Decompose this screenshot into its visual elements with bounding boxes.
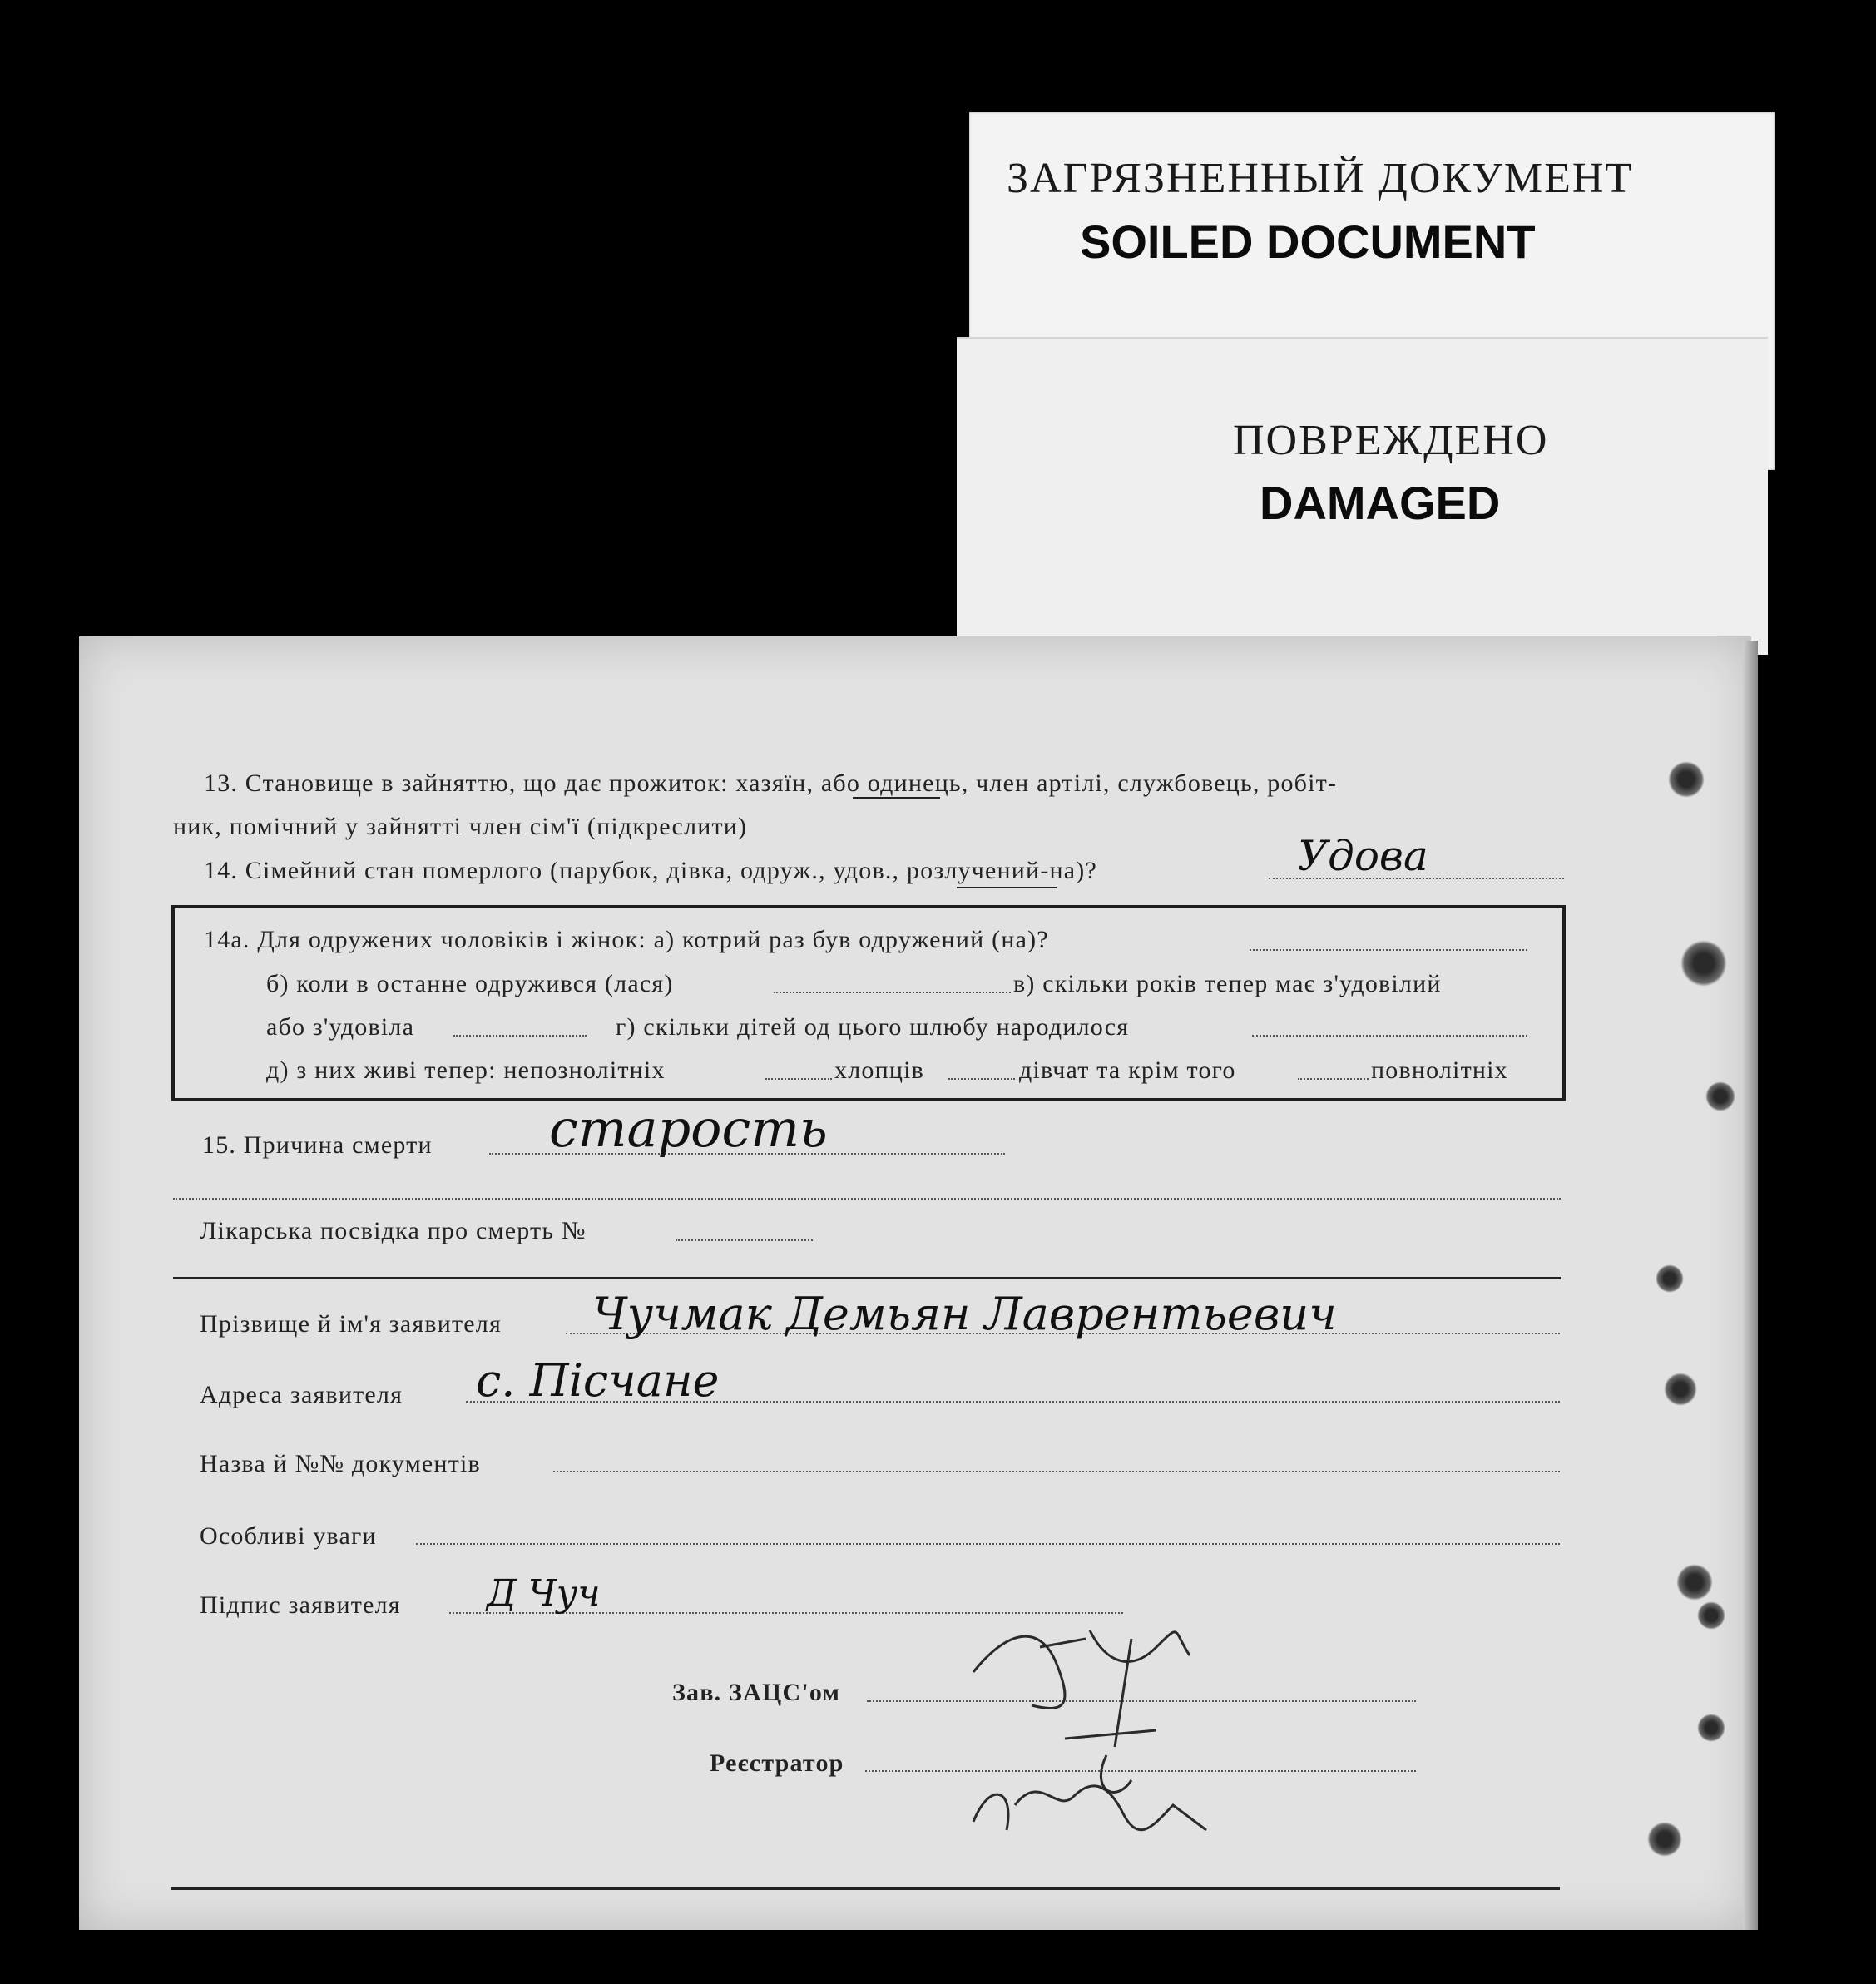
q15-extra-line: [173, 1198, 1561, 1200]
official-signatures: [940, 1614, 1240, 1888]
punch-hole: [1697, 1714, 1725, 1742]
q14a-line4-blank3: [1298, 1078, 1369, 1080]
q14a-line3-blank2: [1252, 1035, 1527, 1037]
q14a-line3b: г) скільки дітей од цього шлюбу народилося: [616, 1013, 1130, 1041]
applicant-name-label: Прізвище й ім'я заявителя: [200, 1310, 502, 1338]
q14a-line4-blank1: [765, 1078, 832, 1080]
q14-underline: [957, 887, 1057, 888]
punch-hole: [1668, 761, 1705, 798]
q14a-line3a: або з'удовіла: [266, 1013, 415, 1041]
registrar-label: Реєстратор: [710, 1749, 844, 1777]
notes-line: [416, 1543, 1560, 1545]
damaged-label-en: DAMAGED: [1260, 477, 1501, 529]
q14a-line2b: в) скільки років тепер має з'удовілий: [1013, 970, 1442, 997]
damaged-label-ru: ПОВРЕЖДЕНО: [1233, 417, 1549, 464]
applicant-name: Чучмак Демьян Лаврентьевич: [592, 1288, 1337, 1340]
q14a-line1: 14а. Для одружених чоловіків і жінок: а) котрий раз був одружений (на)?: [204, 926, 1049, 953]
applicant-signature: Д Чуч: [487, 1572, 601, 1615]
q14a-line4d: повнолітніх: [1371, 1056, 1508, 1084]
q15-label: 15. Причина смерти: [202, 1131, 433, 1159]
soiled-label-en: SOILED DOCUMENT: [1080, 215, 1536, 268]
q14-answer: Удова: [1298, 832, 1428, 880]
punch-hole: [1705, 1081, 1735, 1111]
applicant-address: с. Пісчане: [476, 1354, 720, 1407]
documents-line: [553, 1471, 1560, 1472]
punch-hole: [1676, 1564, 1713, 1601]
bottom-rule: [171, 1887, 1560, 1890]
applicant-address-label: Адреса заявителя: [200, 1381, 403, 1408]
q14-label: 14. Сімейний стан померлого (парубок, дівка, одруж., удов., розлучений-на)?: [204, 857, 1097, 884]
q14a-line1-blank: [1250, 949, 1527, 951]
q14a-line2-blank: [774, 992, 1011, 993]
q13-underline: [853, 797, 940, 799]
q14a-line3-blank1: [453, 1035, 587, 1037]
notes-label: Особливі уваги: [200, 1522, 377, 1550]
documents-label: Назва й №№ документів: [200, 1450, 481, 1477]
section-divider: [173, 1277, 1561, 1279]
q15-answer: старость: [549, 1098, 828, 1159]
q14a-line4a: д) з них живі тепер: непознолітніх: [266, 1056, 666, 1084]
page-edge: [1743, 641, 1758, 1930]
q14a-line2a: б) коли в останне одружився (лася): [266, 970, 674, 997]
punch-hole: [1656, 1264, 1684, 1293]
signature-label: Підпис заявителя: [200, 1591, 401, 1619]
punch-hole: [1647, 1822, 1682, 1857]
soiled-label-ru: ЗАГРЯЗНЕННЫЙ ДОКУМЕНТ: [1007, 155, 1634, 202]
punch-hole: [1680, 940, 1727, 987]
head-label: Зав. ЗАЦС'ом: [672, 1679, 841, 1706]
q13-line2: ник, помічний у зайнятті член сім'ї (підкреслити): [173, 813, 748, 840]
q13-line1: 13. Становище в зайняттю, що дає прожиток: хазяїн, або одинець, член артілі, службовець, робіт-: [204, 769, 1338, 797]
punch-hole: [1664, 1373, 1697, 1406]
punch-hole: [1697, 1601, 1725, 1630]
q14a-line4b: хлопців: [834, 1056, 924, 1084]
medical-certificate-label: Лікарська посвідка про смерть №: [200, 1217, 587, 1244]
medical-certificate-line: [676, 1239, 813, 1241]
q14a-line4c: дівчат та крім того: [1019, 1056, 1236, 1084]
q14a-line4-blank2: [948, 1078, 1015, 1080]
